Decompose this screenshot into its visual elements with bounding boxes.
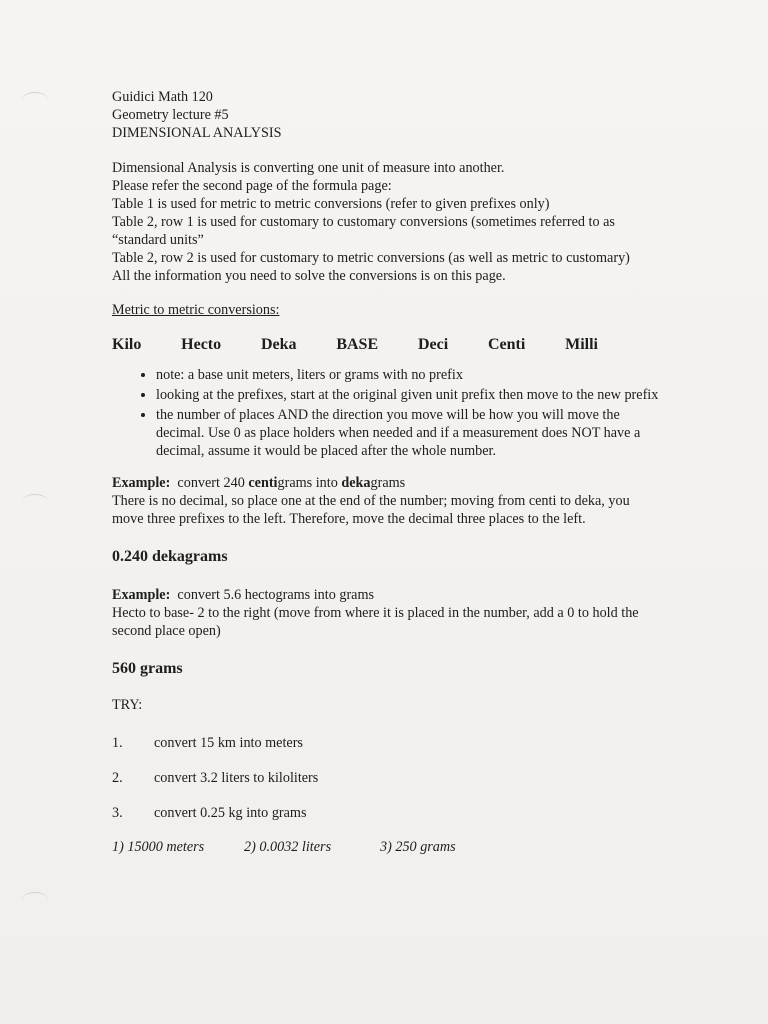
example-1-from-prefix: centi (248, 475, 278, 491)
example-1-answer: 0.240 dekagrams (112, 548, 228, 565)
answer-3: 3) 250 grams (380, 839, 456, 855)
try-list (112, 734, 660, 822)
example-1-text: convert 240 (177, 475, 249, 491)
prefix-row (112, 336, 598, 354)
section-heading: Metric to metric conversions: (112, 302, 280, 318)
example-2-text: convert 5.6 hectograms into grams (177, 587, 375, 603)
header-block (112, 88, 660, 142)
intro-line: All the information you need to solve the conversions is on this page. (112, 268, 506, 284)
intro-line: Table 2, row 1 is used for customary to customary conversions (sometimes referred to as “standard units” (112, 214, 615, 248)
notes-list (112, 366, 660, 460)
try-text: convert 0.25 kg into grams (154, 805, 307, 821)
lecture-content (112, 88, 660, 856)
example-2-answer: 560 grams (112, 660, 183, 677)
prefix-base: BASE (336, 336, 379, 353)
example-1-explanation: There is no decimal, so place one at the end of the number; moving from centi to deka, you move three prefixes to the left. Therefore, move the decimal three places to the left. (112, 493, 630, 527)
punch-hole-top (22, 92, 48, 107)
answer-1: 1) 15000 meters (112, 839, 205, 855)
example-1-prompt (112, 474, 660, 492)
try-number: 2. (112, 770, 123, 786)
prefix-centi: Centi (487, 336, 526, 353)
try-number: 3. (112, 805, 123, 821)
punch-hole-bottom (22, 892, 48, 907)
prefix-hecto: Hecto (181, 336, 222, 353)
try-number: 1. (112, 735, 123, 751)
example-label: Example: (112, 475, 171, 491)
try-text: convert 3.2 liters to kiloliters (154, 770, 319, 786)
example-2 (112, 586, 660, 678)
intro-block (112, 159, 660, 285)
intro-line: Table 1 is used for metric to metric conversions (refer to given prefixes only) (112, 196, 550, 212)
course-title: Guidici Math 120 (112, 89, 213, 105)
note-item: • the number of places AND the direction you move will be how you will move the decimal. Use 0 as place holders when needed and if a measurement does NOT have a decimal, assume it would be placed after the whole number. (156, 406, 660, 460)
example-1-text: grams (370, 475, 406, 491)
intro-line: Table 2, row 2 is used for customary to metric conversions (as well as metric to customary) (112, 250, 630, 266)
intro-line: Dimensional Analysis is converting one unit of measure into another. (112, 160, 505, 176)
example-2-prompt (112, 586, 660, 604)
try-item (112, 769, 660, 787)
note-item: • looking at the prefixes, start at the original given unit prefix then move to the new prefix (156, 386, 660, 404)
lecture-title: Geometry lecture #5 (112, 107, 229, 123)
prefix-kilo: Kilo (112, 336, 142, 353)
prefix-deka: Deka (260, 336, 297, 353)
try-label: TRY: (112, 697, 143, 713)
punch-hole-middle (22, 494, 48, 509)
answers-row (112, 838, 660, 856)
try-text: convert 15 km into meters (154, 735, 303, 751)
try-item (112, 804, 660, 822)
prefix-milli: Milli (565, 336, 598, 353)
example-1-text: grams into (277, 475, 342, 491)
intro-line: Please refer the second page of the formula page: (112, 178, 392, 194)
answer-2: 2) 0.0032 liters (244, 839, 332, 855)
example-1 (112, 474, 660, 566)
topic-title: DIMENSIONAL ANALYSIS (112, 125, 282, 141)
try-item (112, 734, 660, 752)
example-1-to-prefix: deka (341, 475, 371, 491)
prefix-deci: Deci (417, 336, 449, 353)
note-item: • note: a base unit meters, liters or grams with no prefix (156, 366, 660, 384)
example-label: Example: (112, 587, 171, 603)
example-2-explanation: Hecto to base- 2 to the right (move from where it is placed in the number, add a 0 to hold the second place open) (112, 605, 639, 639)
